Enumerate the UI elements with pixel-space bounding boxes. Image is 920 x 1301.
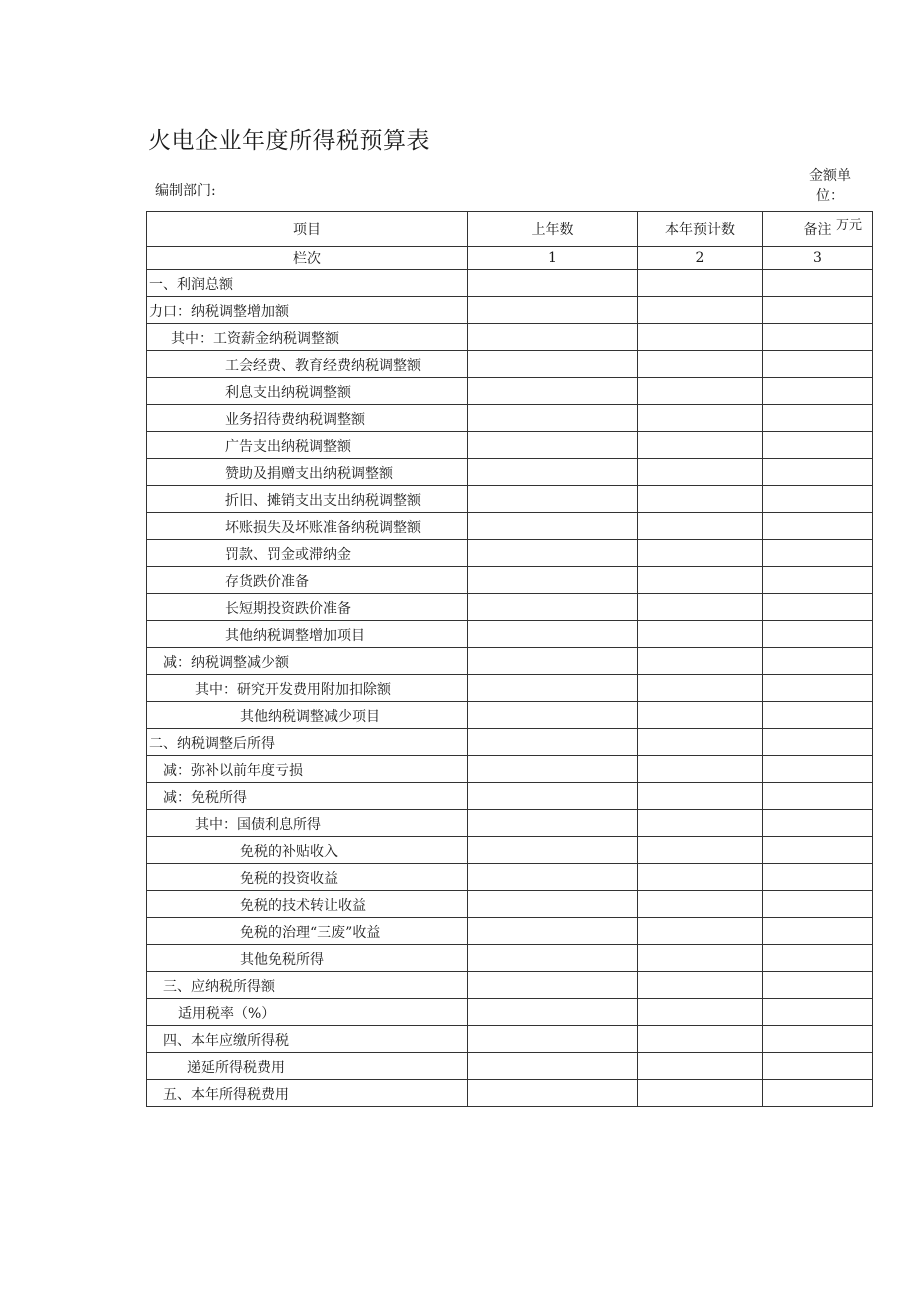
sequence-number: 2	[638, 247, 763, 270]
row-label: 其他免税所得	[147, 945, 468, 972]
budget-table	[146, 211, 873, 1107]
sequence-number: 1	[468, 247, 638, 270]
row-label: 适用税率（%）	[147, 999, 468, 1026]
last-year-cell[interactable]	[468, 621, 638, 648]
last-year-cell[interactable]	[468, 1080, 638, 1107]
last-year-cell[interactable]	[468, 1026, 638, 1053]
table-header-row	[147, 212, 873, 247]
remark-cell[interactable]	[763, 594, 873, 621]
remark-cell[interactable]	[763, 540, 873, 567]
remark-cell[interactable]	[763, 945, 873, 972]
column-header-last-year: 上年数	[468, 212, 638, 247]
last-year-cell[interactable]	[468, 432, 638, 459]
this-year-cell[interactable]	[638, 999, 763, 1026]
remark-cell[interactable]	[763, 837, 873, 864]
row-label: 其他纳税调整增加项目	[147, 621, 468, 648]
remark-cell[interactable]	[763, 810, 873, 837]
remark-cell[interactable]	[763, 918, 873, 945]
table-row	[147, 1053, 873, 1080]
row-label: 坏账损失及坏账准备纳税调整额	[147, 513, 468, 540]
table-row	[147, 540, 873, 567]
table-row	[147, 405, 873, 432]
this-year-cell[interactable]	[638, 432, 763, 459]
last-year-cell[interactable]	[468, 459, 638, 486]
row-label: 免税的治理“三废”收益	[147, 918, 468, 945]
row-label: 减：纳税调整减少额	[147, 648, 468, 675]
last-year-cell[interactable]	[468, 513, 638, 540]
table-row	[147, 972, 873, 999]
remark-cell[interactable]	[763, 432, 873, 459]
table-row	[147, 567, 873, 594]
row-label: 五、本年所得税费用	[147, 1080, 468, 1107]
sequence-label: 栏次	[147, 247, 468, 270]
column-header-remark: 备注	[763, 212, 873, 247]
remark-cell[interactable]	[763, 756, 873, 783]
table-row	[147, 351, 873, 378]
remark-cell[interactable]	[763, 783, 873, 810]
row-label: 递延所得税费用	[147, 1053, 468, 1080]
table-row	[147, 648, 873, 675]
this-year-cell[interactable]	[638, 756, 763, 783]
row-label: 减：弥补以前年度亏损	[147, 756, 468, 783]
last-year-cell[interactable]	[468, 594, 638, 621]
last-year-cell[interactable]	[468, 378, 638, 405]
row-label: 三、应纳税所得额	[147, 972, 468, 999]
this-year-cell[interactable]	[638, 378, 763, 405]
table-row	[147, 729, 873, 756]
last-year-cell[interactable]	[468, 837, 638, 864]
this-year-cell[interactable]	[638, 1080, 763, 1107]
remark-cell[interactable]	[763, 999, 873, 1026]
last-year-cell[interactable]	[468, 405, 638, 432]
remark-cell[interactable]	[763, 1080, 873, 1107]
this-year-cell[interactable]	[638, 810, 763, 837]
remark-cell[interactable]	[763, 675, 873, 702]
remark-cell[interactable]	[763, 270, 873, 297]
row-label: 业务招待费纳税调整额	[147, 405, 468, 432]
remark-cell[interactable]	[763, 324, 873, 351]
this-year-cell[interactable]	[638, 837, 763, 864]
table-row	[147, 1080, 873, 1107]
row-label: 一、利润总额	[147, 270, 468, 297]
remark-cell[interactable]	[763, 405, 873, 432]
this-year-cell[interactable]	[638, 405, 763, 432]
table-row	[147, 783, 873, 810]
column-header-item: 项目	[147, 212, 468, 247]
remark-cell[interactable]	[763, 513, 873, 540]
last-year-cell[interactable]	[468, 540, 638, 567]
remark-cell[interactable]	[763, 1053, 873, 1080]
this-year-cell[interactable]	[638, 459, 763, 486]
this-year-cell[interactable]	[638, 729, 763, 756]
table-row	[147, 270, 873, 297]
remark-cell[interactable]	[763, 648, 873, 675]
this-year-cell[interactable]	[638, 621, 763, 648]
table-row	[147, 837, 873, 864]
remark-cell[interactable]	[763, 891, 873, 918]
amount-unit-label: 金额单位：	[809, 168, 851, 204]
last-year-cell[interactable]	[468, 810, 638, 837]
table-row	[147, 621, 873, 648]
row-label: 其中：研究开发费用附加扣除额	[147, 675, 468, 702]
remark-cell[interactable]	[763, 864, 873, 891]
last-year-cell[interactable]	[468, 324, 638, 351]
last-year-cell[interactable]	[468, 351, 638, 378]
last-year-cell[interactable]	[468, 783, 638, 810]
row-label: 利息支出纳税调整额	[147, 378, 468, 405]
this-year-cell[interactable]	[638, 297, 763, 324]
row-label: 免税的投资收益	[147, 864, 468, 891]
this-year-cell[interactable]	[638, 864, 763, 891]
remark-cell[interactable]	[763, 378, 873, 405]
last-year-cell[interactable]	[468, 891, 638, 918]
this-year-cell[interactable]	[638, 1026, 763, 1053]
this-year-cell[interactable]	[638, 567, 763, 594]
last-year-cell[interactable]	[468, 567, 638, 594]
remark-cell[interactable]	[763, 567, 873, 594]
remark-cell[interactable]	[763, 459, 873, 486]
table-row	[147, 675, 873, 702]
last-year-cell[interactable]	[468, 945, 638, 972]
this-year-cell[interactable]	[638, 918, 763, 945]
this-year-cell[interactable]	[638, 783, 763, 810]
row-label: 长短期投资跌价准备	[147, 594, 468, 621]
this-year-cell[interactable]	[638, 324, 763, 351]
table-row	[147, 918, 873, 945]
row-label: 罚款、罚金或滞纳金	[147, 540, 468, 567]
table-row	[147, 378, 873, 405]
table-row	[147, 756, 873, 783]
row-label: 存货跌价准备	[147, 567, 468, 594]
this-year-cell[interactable]	[638, 486, 763, 513]
row-label: 广告支出纳税调整额	[147, 432, 468, 459]
last-year-cell[interactable]	[468, 675, 638, 702]
page-title: 火电企业年度所得税预算表	[148, 128, 430, 154]
table-row	[147, 459, 873, 486]
last-year-cell[interactable]	[468, 297, 638, 324]
row-label: 其中：工资薪金纳税调整额	[147, 324, 468, 351]
row-label: 工会经费、教育经费纳税调整额	[147, 351, 468, 378]
row-label: 折旧、摊销支出支出纳税调整额	[147, 486, 468, 513]
remark-cell[interactable]	[763, 972, 873, 999]
table-row	[147, 486, 873, 513]
remark-cell[interactable]	[763, 351, 873, 378]
table-row	[147, 324, 873, 351]
table-row	[147, 891, 873, 918]
table-row	[147, 810, 873, 837]
table-row	[147, 594, 873, 621]
amount-unit-value: 万元	[836, 218, 863, 233]
this-year-cell[interactable]	[638, 513, 763, 540]
remark-cell[interactable]	[763, 297, 873, 324]
table-row	[147, 945, 873, 972]
table-row	[147, 513, 873, 540]
remark-cell[interactable]	[763, 486, 873, 513]
column-header-this-year: 本年预计数	[638, 212, 763, 247]
table-row	[147, 999, 873, 1026]
row-label: 减：免税所得	[147, 783, 468, 810]
this-year-cell[interactable]	[638, 972, 763, 999]
sequence-number: 3	[763, 247, 873, 270]
remark-cell[interactable]	[763, 1026, 873, 1053]
remark-cell[interactable]	[763, 621, 873, 648]
this-year-cell[interactable]	[638, 945, 763, 972]
this-year-cell[interactable]	[638, 648, 763, 675]
last-year-cell[interactable]	[468, 486, 638, 513]
remark-cell[interactable]	[763, 702, 873, 729]
last-year-cell[interactable]	[468, 270, 638, 297]
row-label: 其他纳税调整减少项目	[147, 702, 468, 729]
table-row	[147, 297, 873, 324]
row-label: 赞助及捐赠支出纳税调整额	[147, 459, 468, 486]
table-row	[147, 1026, 873, 1053]
this-year-cell[interactable]	[638, 675, 763, 702]
last-year-cell[interactable]	[468, 702, 638, 729]
sequence-row	[147, 247, 873, 270]
table-row	[147, 702, 873, 729]
last-year-cell[interactable]	[468, 864, 638, 891]
this-year-cell[interactable]	[638, 891, 763, 918]
row-label: 免税的补贴收入	[147, 837, 468, 864]
table-row	[147, 432, 873, 459]
row-label: 免税的技术转让收益	[147, 891, 468, 918]
last-year-cell[interactable]	[468, 648, 638, 675]
row-label: 四、本年应缴所得税	[147, 1026, 468, 1053]
last-year-cell[interactable]	[468, 756, 638, 783]
this-year-cell[interactable]	[638, 540, 763, 567]
last-year-cell[interactable]	[468, 729, 638, 756]
last-year-cell[interactable]	[468, 1053, 638, 1080]
row-label: 二、纳税调整后所得	[147, 729, 468, 756]
last-year-cell[interactable]	[468, 999, 638, 1026]
last-year-cell[interactable]	[468, 918, 638, 945]
remark-cell[interactable]	[763, 729, 873, 756]
row-label: 力口：纳税调整增加额	[147, 297, 468, 324]
this-year-cell[interactable]	[638, 702, 763, 729]
this-year-cell[interactable]	[638, 1053, 763, 1080]
row-label: 其中：国债利息所得	[147, 810, 468, 837]
table-row	[147, 864, 873, 891]
this-year-cell[interactable]	[638, 351, 763, 378]
this-year-cell[interactable]	[638, 594, 763, 621]
this-year-cell[interactable]	[638, 270, 763, 297]
last-year-cell[interactable]	[468, 972, 638, 999]
department-label: 编制部门:	[155, 183, 216, 199]
